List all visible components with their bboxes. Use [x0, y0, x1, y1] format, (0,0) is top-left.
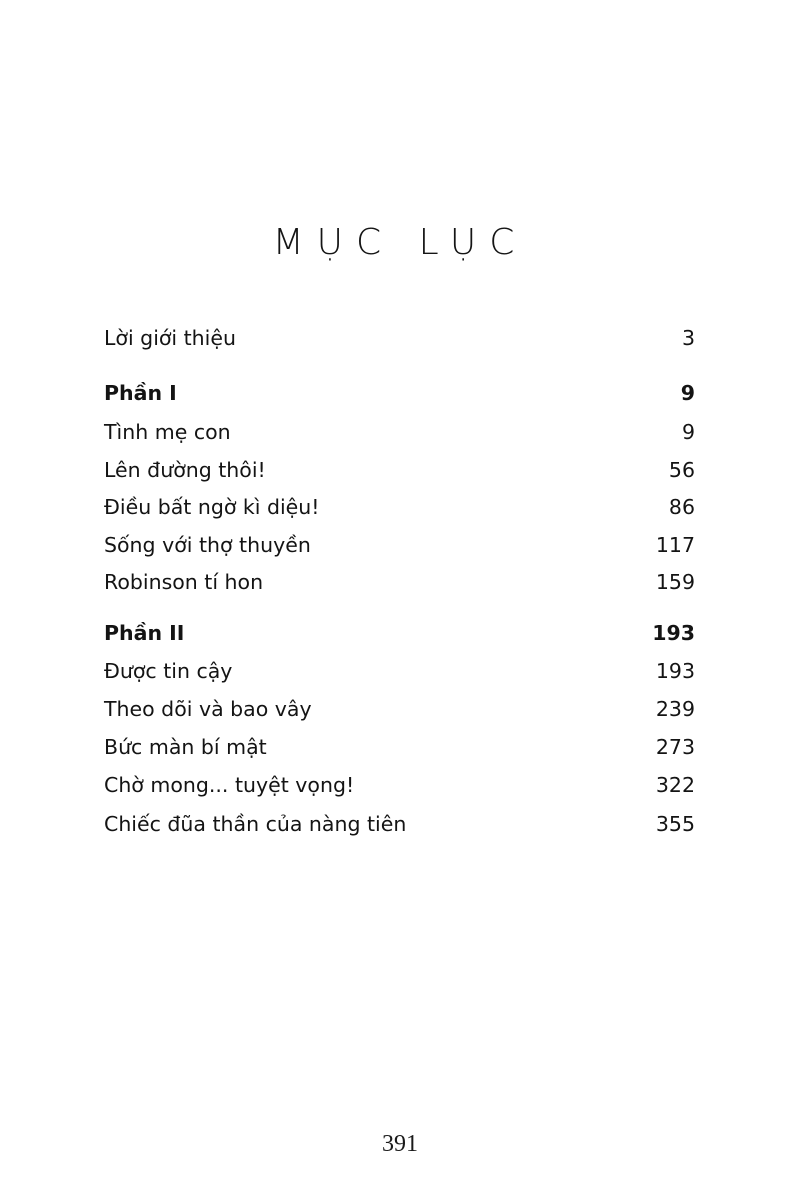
- toc-entry[interactable]: [104, 417, 695, 447]
- toc-entry-page: 322: [655, 773, 695, 797]
- toc-entry-label: Tình mẹ con: [104, 420, 231, 444]
- toc-section-part-1[interactable]: [104, 378, 695, 408]
- toc-entry-page: 3: [681, 326, 695, 350]
- toc-entry-page: 117: [655, 533, 695, 557]
- toc-entry[interactable]: [104, 455, 695, 485]
- toc-entry[interactable]: [104, 732, 695, 762]
- toc-entry-page: 159: [655, 570, 695, 594]
- page-title: MỤC LỤC: [272, 222, 528, 263]
- toc-entry-page: 9: [681, 420, 695, 444]
- toc-entry-page: 193: [655, 659, 695, 683]
- toc-section-part-2[interactable]: [104, 618, 695, 648]
- toc-entry-label: Theo dõi và bao vây: [104, 697, 312, 721]
- toc-entry-label: Lời giới thiệu: [104, 326, 236, 350]
- toc-entry-page: 273: [655, 735, 695, 759]
- toc-entry-label: Chiếc đũa thần của nàng tiên: [104, 812, 407, 836]
- toc-section-page: 9: [680, 381, 695, 405]
- toc-entry-page: 86: [668, 495, 695, 519]
- toc-entry-page: 56: [668, 458, 695, 482]
- toc-entry[interactable]: [104, 567, 695, 597]
- toc-entry-page: 355: [655, 812, 695, 836]
- toc-entry[interactable]: [104, 530, 695, 560]
- toc-entry-label: Bức màn bí mật: [104, 735, 267, 759]
- toc-section-label: Phần I: [104, 381, 177, 405]
- toc-entry-label: Lên đường thôi!: [104, 458, 266, 482]
- toc-entry-label: Điều bất ngờ kì diệu!: [104, 495, 320, 519]
- toc-section-label: Phần II: [104, 621, 185, 645]
- toc-entry[interactable]: [104, 656, 695, 686]
- toc-entry[interactable]: [104, 770, 695, 800]
- toc-entry-label: Robinson tí hon: [104, 570, 264, 594]
- toc-section-page: 193: [652, 621, 695, 645]
- page-number: 391: [382, 1131, 418, 1157]
- toc-entry-page: 239: [655, 697, 695, 721]
- toc-entry[interactable]: [104, 809, 695, 839]
- toc-entry-label: Sống với thợ thuyền: [104, 533, 311, 557]
- toc-entry-introduction[interactable]: [104, 323, 695, 353]
- toc-entry-label: Được tin cậy: [104, 659, 233, 683]
- toc-entry-label: Chờ mong... tuyệt vọng!: [104, 773, 355, 797]
- toc-entry[interactable]: [104, 694, 695, 724]
- toc-entry[interactable]: [104, 492, 695, 522]
